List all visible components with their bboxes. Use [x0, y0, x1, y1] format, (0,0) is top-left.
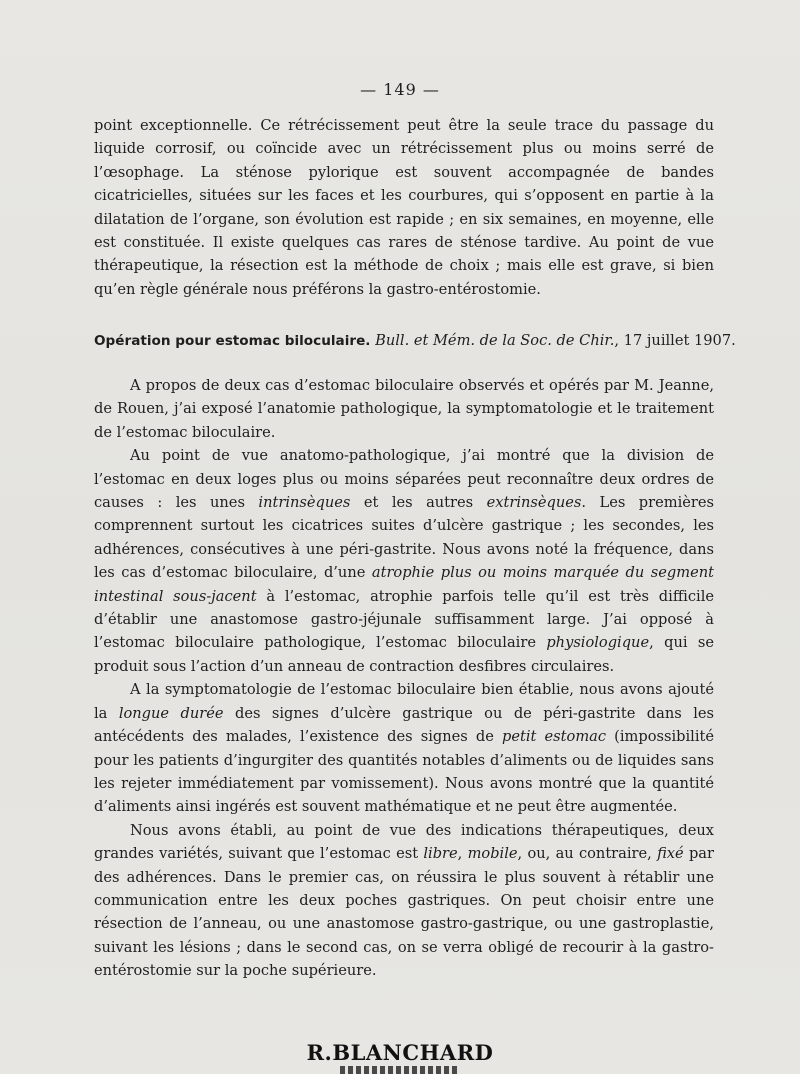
p4-italic-3: fixé: [657, 845, 684, 863]
section-heading: [94, 330, 736, 352]
p4-italic-1: libre: [423, 845, 458, 863]
p3-text-b: des signes d’ulcère gastrique ou de péri-gastrite dans les antécédents des malades, l’existence des signes de: [94, 704, 714, 746]
paragraph-4: [94, 819, 714, 983]
p4-text-a: Nous avons établi, au point de vue des indications thérapeutiques, deux grandes variétés, suivant que l’estomac est: [94, 821, 714, 863]
p2-text-b: et les autres: [350, 494, 487, 512]
paragraph-3: [94, 678, 714, 818]
p2-italic-4: physiologique: [546, 634, 650, 652]
p3-italic-2: petit estomac: [502, 728, 607, 746]
p4-italic-2: mobile: [467, 845, 518, 863]
p2-text-e: , qui se produit sous l’action d’un anneau de contraction desfibres circulaires.: [94, 634, 714, 675]
heading-date: , 17 juillet 1907.: [614, 332, 736, 349]
p4-text-b: ,: [457, 845, 468, 863]
body-text: [94, 374, 714, 983]
paragraph-2: [94, 444, 714, 678]
p2-italic-3: atrophie plus ou moins marquée du segment intestinal sous-jacent: [94, 564, 714, 605]
p4-text-d: par des adhérences. Dans le premier cas, on réussira le plus souvent à rétablir une communication entre les deux poches gastriques. On peut choisir entre une résection de l’anneau, ou une anastomose gastro-gastrique, ou une gastroplastie, suivant les lésions ; dans le second cas, on se verra obligé de recourir à la gastro-entérostomie sur la poche supérieure.: [94, 845, 714, 980]
p2-italic-2: extrinsèques: [486, 494, 582, 512]
p2-text-a: Au point de vue anatomo-pathologique, j’ai montré que la division de l’estomac en deux loges plus ou moins séparées peut reconnaître deux ordres de causes : les unes: [94, 447, 714, 512]
paragraph-1: A propos de deux cas d’estomac biloculaire observés et opérés par M. Jeanne, de Rouen, j’ai exposé l’anatomie pathologique, la symptomatologie et le traitement de l’estomac biloculaire.: [94, 377, 714, 441]
p4-text-c: , ou, au contraire,: [517, 845, 658, 863]
p2-text-c: . Les premières comprennent surtout les cicatrices suites d’ulcère gastrique ; les secondes, les adhérences, consécutives à une péri-gastrite. Nous avons noté la fréquence, dans les cas d’estomac biloculaire, d’une: [94, 494, 715, 582]
intro-paragraph: point exceptionnelle. Ce rétrécissement peut être la seule trace du passage du liquide corrosif, ou coïncide avec un rétrécissement plus ou moins serré de l’œsophage. La sténose pylorique est souvent accompagnée de bandes cicatricielles, situées sur les faces et les courbures, qui s’opposent en partie à la dilatation de l’organe, son évolution est rapide ; en six semaines, en moyenne, elle est constituée. Il existe quelques cas rares de sténose tardive. Au point de vue thérapeutique, la résection est la méthode de choix ; mais elle est grave, si bien qu’en règle générale nous préférons la gastro-entérostomie.: [94, 117, 714, 298]
p3-italic-1: longue durée: [118, 704, 224, 722]
p3-text-a: A la symptomatologie de l’estomac biloculaire bien établie, nous avons ajouté la: [94, 681, 714, 722]
stamp-subline: [340, 1066, 460, 1074]
p3-text-c: (impossibilité pour les patients d’ingurgiter des quantités notables d’aliments ou de liquides sans les rejeter immédiatement par vomissement). Nous avons montré que la quantité d’aliments ainsi ingérés est souvent mathématique et ne peut être augmentée.: [94, 728, 714, 816]
page-number: — 149 —: [360, 80, 440, 99]
heading-journal: Bull. et Mém. de la Soc. de Chir.: [375, 332, 615, 349]
heading-title: Opération pour estomac biloculaire.: [94, 333, 371, 349]
p2-text-d: à l’estomac, atrophie parfois telle qu’il est très difficile d’établir une anastomose gastro-jéjunale suffisamment large. J’ai opposé à l’estomac biloculaire pathologique, l’estomac biloculaire: [94, 587, 714, 652]
library-stamp: R.BLANCHARD: [306, 1040, 494, 1065]
p2-italic-1: intrinsèques: [258, 494, 351, 512]
